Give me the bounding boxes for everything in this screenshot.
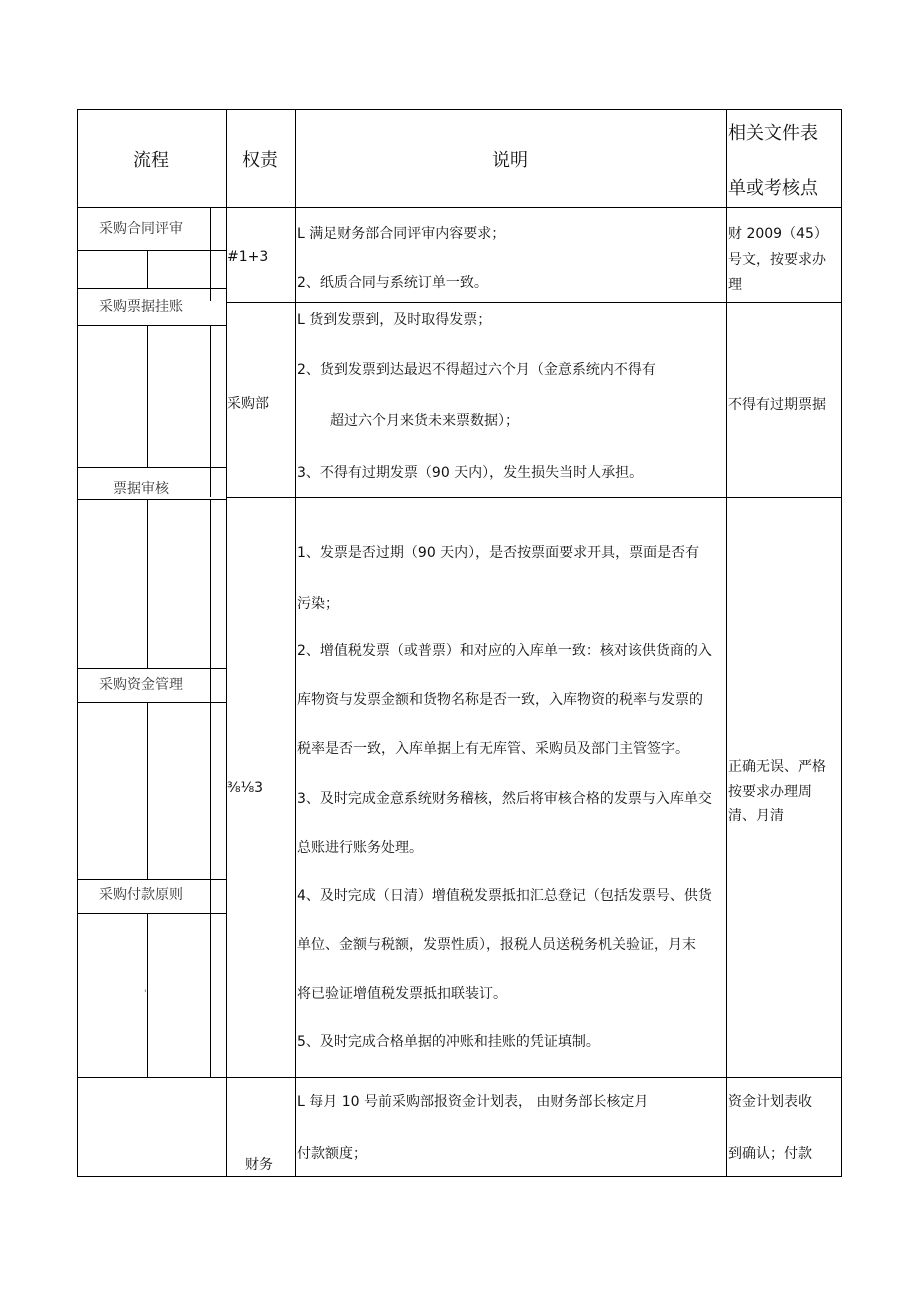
row3-description-line: 污染； <box>297 596 339 612</box>
row3-description-line: 总账进行账务处理。 <box>297 840 423 856</box>
process-authority-divider <box>226 109 227 1177</box>
row2-related-line: 不得有过期票据 <box>728 397 826 413</box>
row3-description-line: 单位、金额与税额，发票性质），报税人员送税务机关验证，月末 <box>297 937 696 953</box>
process-step: 采购资金管理 <box>99 677 183 693</box>
row3-related-line: 清、月清 <box>728 808 784 824</box>
row4-authority: 财务 <box>245 1157 273 1173</box>
table-bottom-border <box>77 1176 842 1177</box>
flow-line <box>210 325 211 497</box>
row2-authority: 采购部 <box>227 396 269 412</box>
row3-bottom-border <box>77 1077 842 1078</box>
flow-line <box>77 879 226 880</box>
row3-description-line: 1、发票是否过期（90 天内），是否按票面要求开具，票面是否有 <box>297 545 700 561</box>
row4-description-line: L 每月 10 号前采购部报资金计划表， 由财务部长核定月 <box>297 1094 649 1110</box>
row1-related-line: 号文，按要求办 <box>728 252 826 268</box>
flow-line <box>147 499 148 668</box>
row3-related-line: 按要求办理周 <box>728 784 812 800</box>
stray-mark: ' <box>144 989 147 999</box>
flow-line <box>147 702 148 879</box>
flow-line <box>210 499 211 1077</box>
row2-description-line: 超过六个月来货未来票数据）； <box>330 413 519 429</box>
flow-line <box>77 668 226 669</box>
row3-authority: ⅜⅛3 <box>227 780 264 796</box>
row2-description-line: L 货到发票到，及时取得发票； <box>297 312 492 328</box>
row1-description-line: L 满足财务部合同评审内容要求； <box>297 226 506 242</box>
flow-line <box>77 250 226 251</box>
row3-description-line: 将已验证增值税发票抵扣联装订。 <box>297 986 507 1002</box>
flow-line <box>147 913 148 1077</box>
row3-description-line: 4、及时完成（日清）增值税发票抵扣汇总登记（包括发票号、供货 <box>297 888 712 904</box>
row3-description-line: 5、及时完成合格单据的冲账和挂账的凭证填制。 <box>297 1034 600 1050</box>
row3-related-line: 正确无误、严格 <box>728 759 826 775</box>
header-process: 流程 <box>133 150 169 171</box>
header-bottom-border <box>77 207 842 208</box>
row3-description-line: 库物资与发票金额和货物名称是否一致，入库物资的税率与发票的 <box>297 692 703 708</box>
table-left-border <box>77 109 78 1177</box>
row1-related-line: 财 2009（45） <box>728 226 828 242</box>
flow-line <box>77 467 226 468</box>
authority-description-divider <box>295 109 296 1177</box>
header-related-line2: 单或考核点 <box>728 178 818 199</box>
header-authority: 权责 <box>242 150 278 171</box>
process-step: 票据审核 <box>113 481 169 497</box>
row3-description-line: 税率是否一致，入库单据上有无库管、采购员及部门主管签字。 <box>297 741 689 757</box>
row1-related-line: 理 <box>728 277 742 293</box>
flow-line <box>210 207 211 301</box>
row1-bottom-border <box>226 302 842 303</box>
row4-description-line: 付款额度； <box>297 1146 367 1162</box>
flow-line <box>77 913 226 914</box>
row1-description-line: 2、纸质合同与系统订单一致。 <box>297 275 488 291</box>
process-step: 采购合同评审 <box>99 221 183 237</box>
process-step: 采购票据挂账 <box>99 299 183 315</box>
row4-related-line: 资金计划表收 <box>728 1094 812 1110</box>
flow-line <box>77 702 226 703</box>
flow-line <box>77 288 226 289</box>
row3-description-line: 3、及时完成金意系统财务稽核，然后将审核合格的发票与入库单交 <box>297 791 712 807</box>
table-top-border <box>77 109 842 110</box>
flow-line <box>77 325 226 326</box>
flow-line <box>147 250 148 288</box>
header-description: 说明 <box>492 150 528 171</box>
row2-bottom-border <box>226 497 842 498</box>
row4-related-line: 到确认；付款 <box>728 1146 812 1162</box>
row2-description-line: 3、不得有过期发票（90 天内），发生损失当时人承担。 <box>297 465 644 481</box>
flow-line <box>147 325 148 467</box>
process-step: 采购付款原则 <box>99 887 183 903</box>
flow-line <box>77 499 226 500</box>
header-related-line1: 相关文件表 <box>728 123 818 144</box>
row2-description-line: 2、货到发票到达最迟不得超过六个月（金意系统内不得有 <box>297 362 656 378</box>
row3-description-line: 2、增值税发票（或普票）和对应的入库单一致：核对该供货商的入 <box>297 643 712 659</box>
table-right-border <box>841 109 842 1177</box>
description-related-divider <box>726 109 727 1177</box>
row1-authority: #1+3 <box>227 249 269 265</box>
